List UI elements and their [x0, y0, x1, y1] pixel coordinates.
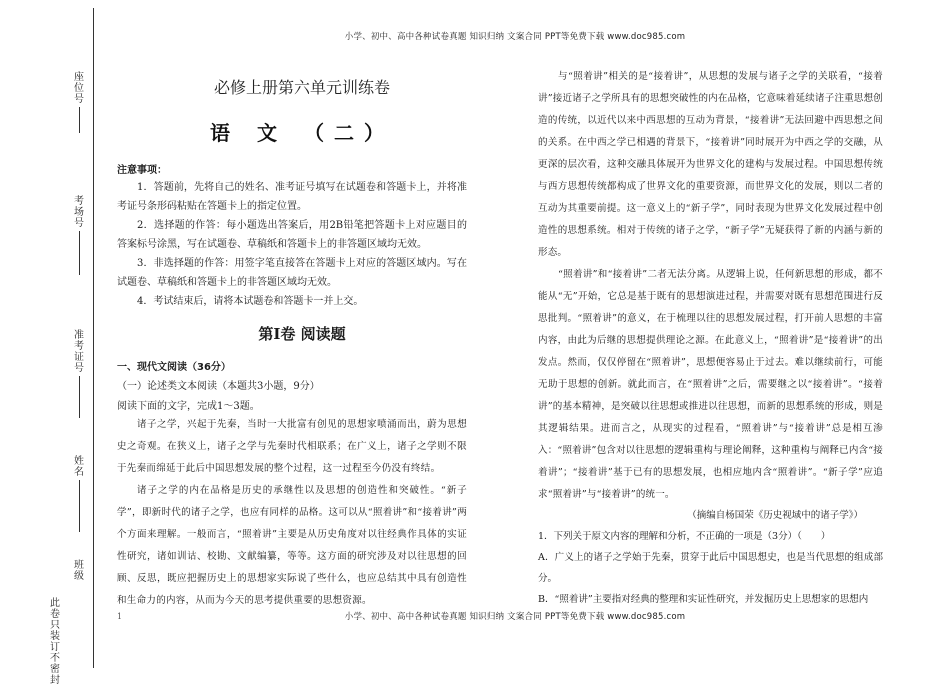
name-label: 姓名 — [74, 456, 84, 478]
footer-banner: 小学、初中、高中各种试卷真题 知识归纳 文案合同 PPT等免费下载 www.doc985.com — [344, 612, 686, 622]
admission-number-underline — [79, 376, 80, 418]
section-title: 第Ⅰ卷 阅读题 — [258, 325, 346, 343]
question-stem: 1．下列关于原文内容的理解和分析，不正确的一项是（3分）（ ） — [538, 531, 831, 542]
exam-room-field — [68, 196, 90, 275]
name-field — [68, 456, 90, 532]
notice-item: 1．答题前，先将自己的姓名、准考证号填写在试题卷和答题卡上，并将准考证号条形码粘贴在答题卡上的指定位置。 — [117, 182, 467, 212]
passage-paragraph: 与“照着讲”相关的是“接着讲”，从思想的发展与诸子之学的关联看，“接着讲”接近诸子之学所具有的思想突破性的内在品格，它意味着延续诸子注重思想创造的传统，以近代以来中西思想的互动为背景，“接着讲”无法回避中西思想之间的关系。在中西之学已相遇的背景下，“接着讲”同时展开为中西之学的交融，从更深的层次看，这种交融具体展开为世界文化的建构与发展过程。中国思想传统与西方思想传统都构成了世界文化的重要资源，而世界文化的发展，则以二者的互动为其重要前提。这一意义上的“新子学”，同时表现为世界文化发展过程中创造性的思想系统。相对于传统的诸子之学，“新子学”无疑获得了新的内涵与新的形态。 — [538, 71, 883, 258]
notice-item: 2．选择题的作答：每小题选出答案后，用2B铅笔把答题卡上对应题目的答案标号涂黑，写在试题卷、草稿纸和答题卡上的非答题区域均无效。 — [117, 220, 467, 250]
seat-number-field — [68, 72, 90, 133]
passage-paragraph: “照着讲”和“接着讲”二者无法分离。从逻辑上说，任何新思想的形成，都不能从“无”开始，它总是基于既有的思想演进过程，并需要对既有思想范围进行反思批判。“照着讲”的意义，在于梳理以往的思想发展过程，打开前人思想的丰富内容，由此为后继的思想提供理论之源。在此意义上，“照着讲”是“接着讲”的出发点。然而，仅仅停留在“照着讲”，思想便容易止于过去。难以继续前行，可能无助于思想的创新。就此而言，在“照着讲”之后，需要继之以“接着讲”。“接着讲”的基本精神，是突破以往思想或推进以往思想，而新的思想系统的形成，则是其逻辑结果。进而言之，从现实的过程看，“照着讲”与“接着讲”总是相互渗入：“照着讲”包含对以往思想的逻辑重构与理论阐释，这种重构与阐释已内含“接着讲”；“接着讲”基于已有的思想发展，也相应地内含“照着讲”。“新子学”应追求“照着讲”与“接着讲”的统一。 — [538, 269, 883, 500]
name-underline — [79, 480, 80, 532]
passage-paragraph: 诸子之学的内在品格是历史的承继性以及思想的创造性和突破性。“新子学”，即新时代的诸子之学，也应有同样的品格。这可以从“照着讲”和“接着讲”两个方面来理解。一般而言，“照着讲”主要是从历史角度对以往经典作具体的实证性研究，诸如训诂、校勘、文献编纂，等等。这方面的研究涉及对以往思想的回顾、反思，既应把握历史上的思想家实际说了些什么，也应总结其中具有创造性和生命力的内容，从而为今天的思考提供重要的思想资源。 — [117, 485, 467, 606]
passage-left — [117, 414, 467, 612]
right-column — [538, 66, 883, 610]
notice-heading: 注意事项： — [117, 165, 167, 176]
notice-item: 4．考试结束后，请将本试题卷和答题卡一并上交。 — [137, 296, 364, 307]
admission-number-field — [68, 330, 90, 418]
exam-title: 语 文 （二） — [210, 121, 394, 145]
question-option-a: A．广义上的诸子之学始于先秦，贯穿于此后中国思想史，也是当代思想的组成部分。 — [538, 552, 883, 584]
sub-heading: （一）论述类文本阅读（本题共3小题，9分） — [117, 381, 320, 392]
notice-list — [117, 178, 467, 311]
seal-note: 此卷只装订不密封 — [50, 598, 60, 686]
passage-paragraph: 诸子之学，兴起于先秦，当时一大批富有创见的思想家喷涌而出，蔚为思想史之奇观。在狭义上，诸子之学与先秦时代相联系；在广义上，诸子之学则不限于先秦而绵延于此后中国思想发展的整个过程，这一过程至今仍没有终结。 — [117, 419, 467, 474]
notice-item: 3．非选择题的作答：用签字笔直接答在答题卡上对应的答题区域内。写在试题卷、草稿纸和答题卡上的非答题区域均无效。 — [117, 258, 467, 288]
exam-subtitle: 必修上册第六单元训练卷 — [213, 78, 390, 97]
question-option-b: B．“照着讲”主要指对经典的整理和实证性研究，并发掘历史上思想家的思想内 — [538, 594, 869, 605]
header-banner: 小学、初中、高中各种试卷真题 知识归纳 文案合同 PPT等免费下载 www.doc985.com — [344, 32, 686, 42]
seat-number-label: 座位号 — [74, 72, 84, 105]
class-field — [68, 560, 90, 582]
admission-number-label: 准考证号 — [74, 330, 84, 374]
seat-number-underline — [79, 107, 80, 133]
source-citation: （摘编自杨国荣《历史视域中的诸子学》） — [687, 510, 863, 521]
exam-room-label: 考场号 — [74, 196, 84, 229]
binding-line — [93, 8, 94, 668]
page-mark: 1 — [117, 612, 123, 621]
part-heading: 一、现代文阅读（36分） — [117, 362, 231, 373]
class-label: 班级 — [74, 560, 84, 582]
exam-room-underline — [79, 231, 80, 275]
reading-instruction: 阅读下面的文字，完成1～3题。 — [117, 401, 260, 412]
